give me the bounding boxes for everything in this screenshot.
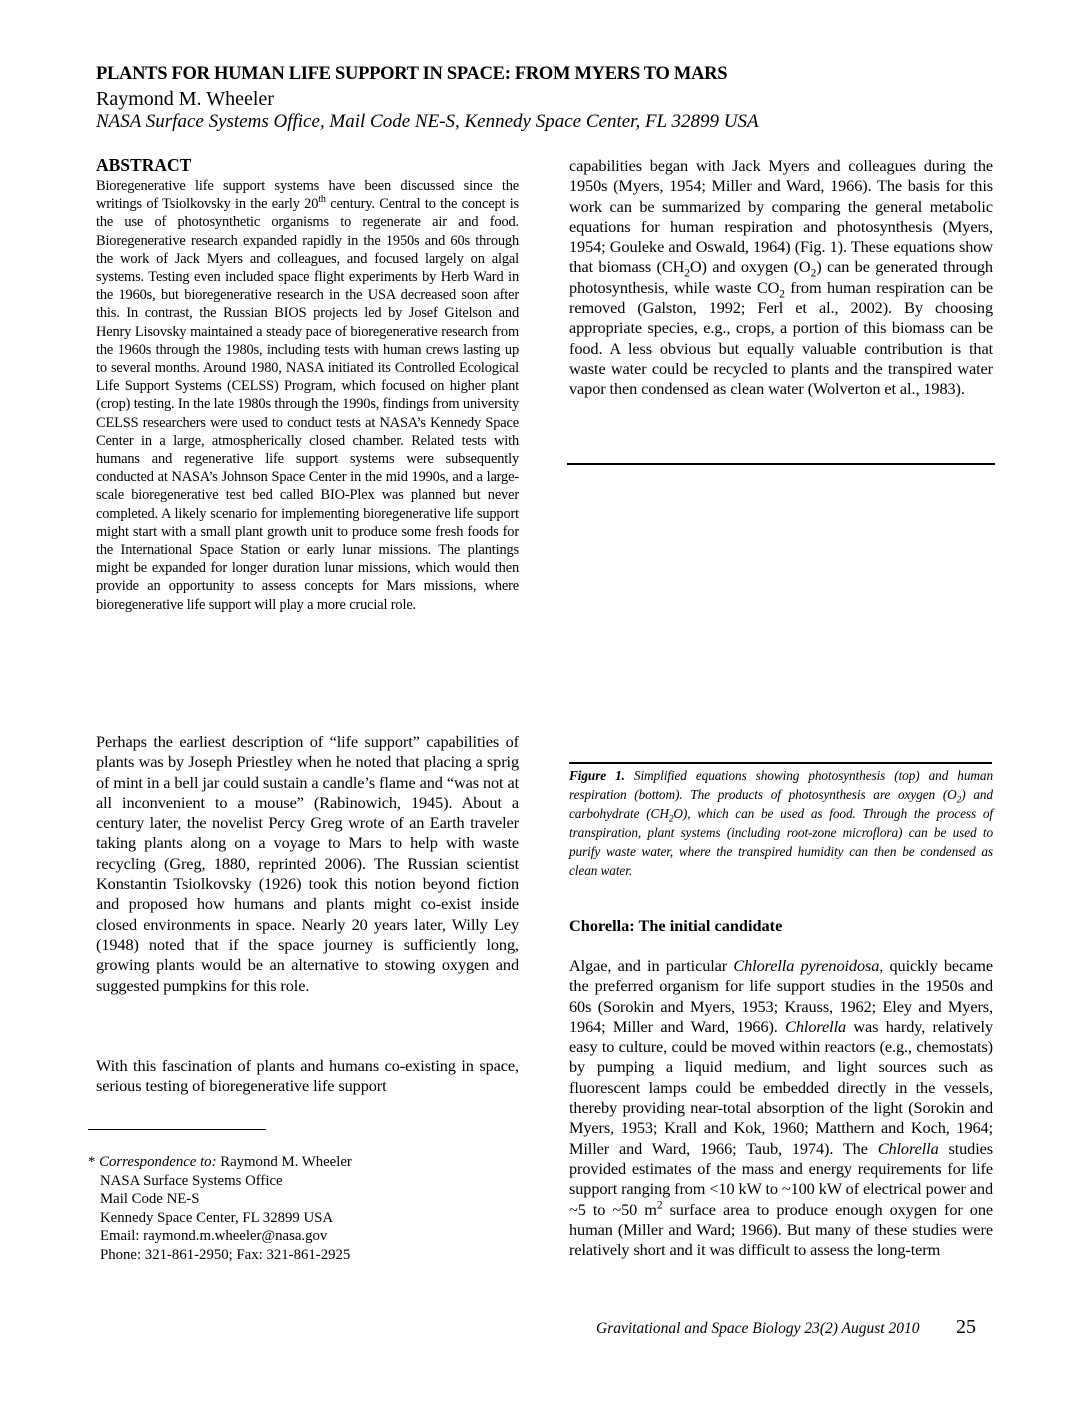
- subscript: 2: [810, 267, 817, 280]
- text-part: , quickly became the preferred organism for life support studies in the 1950s and 60s (Sorokin and Myers, 1953; Krauss, 1962; Eley and Myers, 1964; Miller and Ward, 1966).: [569, 956, 993, 1036]
- intro-paragraph-2: [96, 1056, 519, 1097]
- correspondence-footnote: [88, 1153, 352, 1264]
- text-part: capabilities began with Jack Myers and colleagues during the 1950s (Myers, 1954; Miller and Ward, 1966). The basis for this work can be summarized by comparing the general metabolic equations for human respiration and photosynthesis (Myers, 1954; Gouleke and Oswald, 1964) (Fig. 1). These equations show that biomass (CH: [569, 156, 993, 277]
- superscript: 2: [656, 1199, 663, 1212]
- text-part: O) and oxygen (O: [689, 257, 811, 277]
- text-part: surface area to produce enough oxygen for one human (Miller and Ward; 1966). But many of these studies were relatively short and it was difficult to assess the long-term: [569, 1199, 993, 1260]
- text-part: ) can be generated through photosynthesis, while waste CO: [569, 257, 993, 297]
- abstract-heading: ABSTRACT: [96, 155, 192, 175]
- figure-1-image-area: [569, 470, 993, 758]
- paragraph-text: [569, 956, 993, 1260]
- subscript: 2: [779, 288, 785, 301]
- footnote-marker: *: [88, 1154, 100, 1170]
- abstract-text: [96, 177, 519, 614]
- figure-1-caption: [569, 766, 993, 880]
- species-name: Chlorella pyrenoidosa: [733, 956, 880, 975]
- intro-paragraph-1: [96, 732, 519, 996]
- species-name: Chlorella: [785, 1016, 847, 1036]
- caption-part: O), which can be used as food. Through the process of transpiration, plant systems (including root-zone microflora) can be used to purify waste water, where the transpired humidity can then be condensed as clean water.: [569, 806, 993, 878]
- text-part: from human respiration can be removed (Galston, 1992; Ferl et al., 2002). By choosing appropriate species, e.g., crops, a portion of this biomass can be food. A less obvious but equally valuable contribution is that waste water could be recycled to plants and the transpired water vapor then condensed as clean water (Wolverton et al., 1983).: [569, 277, 993, 399]
- paragraph-text: [569, 156, 993, 400]
- paper-title: PLANTS FOR HUMAN LIFE SUPPORT IN SPACE: FROM MYERS TO MARS: [96, 64, 728, 84]
- footnote-divider: [88, 1129, 266, 1130]
- footnote-email: Email: raymond.m.wheeler@nasa.gov: [100, 1228, 328, 1244]
- journal-footer: Gravitational and Space Biology 23(2) August 2010: [596, 1320, 920, 1337]
- caption-part: Simplified equations showing photosynthesis (top) and human respiration (bottom). The products of photosynthesis are oxygen (O: [569, 768, 993, 802]
- species-name: Chlorella: [877, 1138, 939, 1158]
- caption-part: ) and carbohydrate (CH: [569, 787, 993, 821]
- subscript: 2: [684, 267, 690, 280]
- paragraph-text: Perhaps the earliest description of “life support” capabilities of plants was by Joseph Priestley when he noted that placing a sprig of mint in a bell jar could sustain a candle’s flame and “was not at all inconvenient to a mouse” (Rabinowich, 1945). About a century later, the novelist Percy Greg wrote of an Earth traveler taking plants along on a voyage to Mars to help with waste recycling (Greg, 1880, reprinted 2006). The Russian scientist Konstantin Tsiolkovsky (1926) took this notion beyond fiction and proposed how humans and plants might co-exist inside closed environments in space. Nearly 20 years later, Willy Ley (1948) noted that if the space journey is sufficiently long, growing plants would be an alternative to stowing oxygen and suggested pumpkins for this role.: [96, 732, 519, 995]
- section-heading: Chorella: The initial candidate: [569, 916, 783, 935]
- text-part: was hardy, relatively easy to culture, could be moved within reactors (e.g., chemostats) by pumping a liquid medium, and light sources such as fluorescent lamps could be embedded directly in the vessels, thereby providing near-total absorption of the light (Sorokin and Myers, 1953; Krall and Kok, 1960; Matthern and Koch, 1964; Miller and Ward, 1966; Taub, 1974). The: [569, 1016, 994, 1158]
- footnote-label: Correspondence to:: [99, 1154, 217, 1170]
- chlorella-paragraph: [569, 956, 993, 1260]
- text-part: Algae, and in particular: [569, 956, 734, 975]
- figure-caption-rule: [569, 762, 992, 764]
- figure-top-rule: [567, 463, 995, 465]
- footnote-mailcode: Mail Code NE-S: [100, 1191, 200, 1207]
- footnote-phone: Phone: 321-861-2950; Fax: 321-861-2925: [100, 1246, 351, 1263]
- right-paragraph-1: [569, 156, 993, 400]
- ordinal-superscript: th: [318, 194, 326, 206]
- subscript: 2: [956, 795, 962, 806]
- abstract-text-part: Bioregenerative life support systems have been discussed since the writings of Tsiolkovsky in the early 20: [96, 178, 519, 213]
- subscript: 2: [668, 814, 674, 825]
- footnote-office: NASA Surface Systems Office: [100, 1172, 283, 1189]
- paragraph-text: With this fascination of plants and humans co-existing in space, serious testing of bioregenerative life support: [96, 1056, 519, 1096]
- author-affiliation: NASA Surface Systems Office, Mail Code NE-S, Kennedy Space Center, FL 32899 USA: [96, 111, 759, 132]
- figure-label: Figure 1.: [569, 768, 625, 783]
- footnote-name: Raymond M. Wheeler: [216, 1154, 352, 1170]
- footnote-address: Kennedy Space Center, FL 32899 USA: [100, 1209, 334, 1226]
- abstract-text-part: century. Central to the concept is the use of photosynthetic organisms to regenerate air and food. Bioregenerative research expanded rapidly in the 1950s and 60s through the work of Jack Myers and colleagues, and focused largely on algal systems. Testing even included space flight experiments by Herb Ward in the 1960s, but bioregenerative research in the USA decreased soon after this. In contrast, the Russian BIOS projects led by Josef Gitelson and Henry Lisovsky maintained a steady pace of bioregenerative research from the 1960s through the 1980s, including tests with human crews lasting up to several months. Around 1980, NASA initiated its Controlled Ecological Life Support Systems (CELSS) Program, which focused on higher plant (crop) testing. In the late 1980s through the 1990s, findings from university CELSS researchers were used to conduct tests at NASA’s Kennedy Space Center in a large, atmospherically closed chamber. Related tests with humans and regenerative life support systems were subsequently conducted at NASA’s Johnson Space Center in the mid 1990s, and a large-scale bioregenerative test bed called BIO-Plex was planned but never completed. A likely scenario for implementing bioregenerative life support might start with a small plant growth unit to produce some fresh foods for the International Space Station or early lunar missions. The plantings might be expanded for longer duration lunar missions, which would then provide an opportunity to assess concepts for Mars missions, where bioregenerative life support will play a more crucial role.: [96, 196, 520, 613]
- page-number: 25: [956, 1316, 976, 1338]
- text-part: studies provided estimates of the mass and energy requirements for life support ranging from <10 kW to ~100 kW of electrical power and ~5 to ~50 m: [569, 1138, 993, 1219]
- author-name: Raymond M. Wheeler: [96, 88, 274, 110]
